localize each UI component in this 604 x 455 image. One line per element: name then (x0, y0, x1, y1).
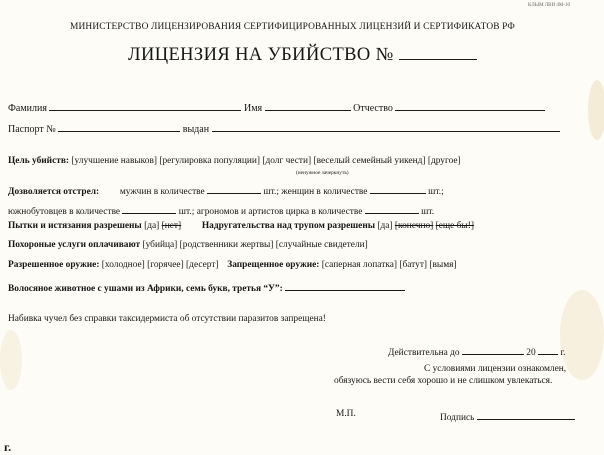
shooting-label: Дозволяется отстрел: (8, 187, 100, 197)
pcs-label: шт.; (428, 187, 444, 197)
paper-stain (0, 330, 22, 390)
torture-row (8, 221, 474, 231)
funeral-row (8, 240, 368, 250)
paper-stain (560, 290, 604, 380)
corner-code: КЛЫМ ЛВИ 4М-10 (528, 3, 570, 8)
issued-field[interactable] (212, 121, 560, 132)
torture-no[interactable]: [нет] (161, 221, 182, 231)
validity-year-field[interactable] (538, 344, 558, 355)
shooting-row-1 (8, 183, 444, 197)
signature-row (440, 409, 575, 423)
southerners-label: южнобутовцев в количестве (8, 207, 121, 217)
surname-field[interactable] (49, 100, 241, 111)
passport-label: Паспорт № (8, 124, 56, 135)
men-count-field[interactable] (207, 183, 261, 194)
riddle-label: Волосяное животное с ушами из Африки, семь букв, третья “У”: (8, 284, 283, 294)
agreement-line-1: С условиями лицензии ознакомлен, (424, 364, 567, 374)
patronymic-label: Отчество (353, 103, 393, 114)
goal-hint: (ненужное зачеркнуть) (296, 170, 349, 176)
shooting-row-2 (8, 203, 434, 217)
signature-label: Подпись (440, 413, 475, 423)
corpse-yes[interactable]: [да] (377, 221, 393, 231)
allowed-weapons-options[interactable]: [холодное] [горячее] [десерт] (101, 260, 219, 270)
taxidermy-note: Набивка чучел без справки таксидермиста об отсутствии паразитов запрещена! (8, 314, 326, 324)
validity-date-field[interactable] (462, 344, 524, 355)
signature-field[interactable] (477, 409, 575, 420)
agreement-line-2: обязуюсь вести себя хорошо и не слишком увлекаться. (334, 376, 553, 386)
license-number-field[interactable] (399, 49, 477, 60)
riddle-answer-field[interactable] (285, 280, 405, 291)
corner-mark: г. (4, 440, 12, 454)
torture-yes[interactable]: [да] (144, 221, 160, 231)
allowed-weapons-label: Разрешенное оружие: (8, 260, 100, 270)
validity-suffix: г. (560, 348, 566, 358)
corpse-more[interactable]: [еще бы!] (435, 221, 474, 231)
men-label: мужчин в количестве (119, 187, 205, 197)
license-title-text: ЛИЦЕНЗИЯ НА УБИЙСТВО № (128, 45, 394, 65)
forbidden-weapons-label: Запрещенное оружие: (227, 260, 320, 270)
southerners-count-field[interactable] (122, 203, 176, 214)
issued-label: выдан (182, 124, 210, 135)
riddle-row (8, 280, 405, 294)
license-title (128, 45, 477, 66)
torture-label: Пытки и истязания разрешены (8, 221, 142, 231)
funeral-options[interactable]: [убийца] [родственники жертвы] [случайные свидетели] (142, 240, 368, 250)
surname-label: Фамилия (8, 103, 47, 114)
agronomists-count-field[interactable] (365, 203, 419, 214)
validity-label: Действительна до (388, 348, 460, 358)
passport-row (8, 121, 560, 135)
validity-row (388, 344, 565, 358)
validity-year-label: 20 (526, 348, 536, 358)
personal-row (8, 100, 545, 114)
funeral-label: Похороные услуги оплачивают (8, 240, 141, 250)
goal-label: Цель убийств: (8, 156, 70, 166)
weapons-row (8, 260, 457, 270)
women-count-field[interactable] (370, 183, 426, 194)
passport-field[interactable] (58, 121, 180, 132)
paper-stain (588, 80, 604, 140)
patronymic-field[interactable] (395, 100, 545, 111)
forbidden-weapons-options[interactable]: [саперная лопатка] [батут] [вымя] (321, 260, 457, 270)
ministry-header: МИНИСТЕРСТВО ЛИЦЕНЗИРОВАНИЯ СЕРТИФИЦИРОВАННЫХ ЛИЦЕНЗИЙ И СЕРТИФИКАТОВ РФ (70, 22, 515, 32)
agronomists-label: шт.; агрономов и артистов цирка в количестве (178, 207, 363, 217)
corpse-sure[interactable]: [конечно] (394, 221, 434, 231)
corpse-label: Надругательства над трупом разрешены (201, 221, 376, 231)
name-label: Имя (243, 103, 263, 114)
goal-row (8, 156, 461, 166)
goal-options[interactable]: [улучшение навыков] [регулировка популяции] [долг чести] [веселый семейный уикенд] [другое] (71, 156, 461, 166)
women-label: шт.; женщин в количестве (263, 187, 368, 197)
stamp-label: М.П. (336, 409, 356, 419)
pcs-label-2: шт. (421, 207, 435, 217)
name-field[interactable] (265, 100, 351, 111)
